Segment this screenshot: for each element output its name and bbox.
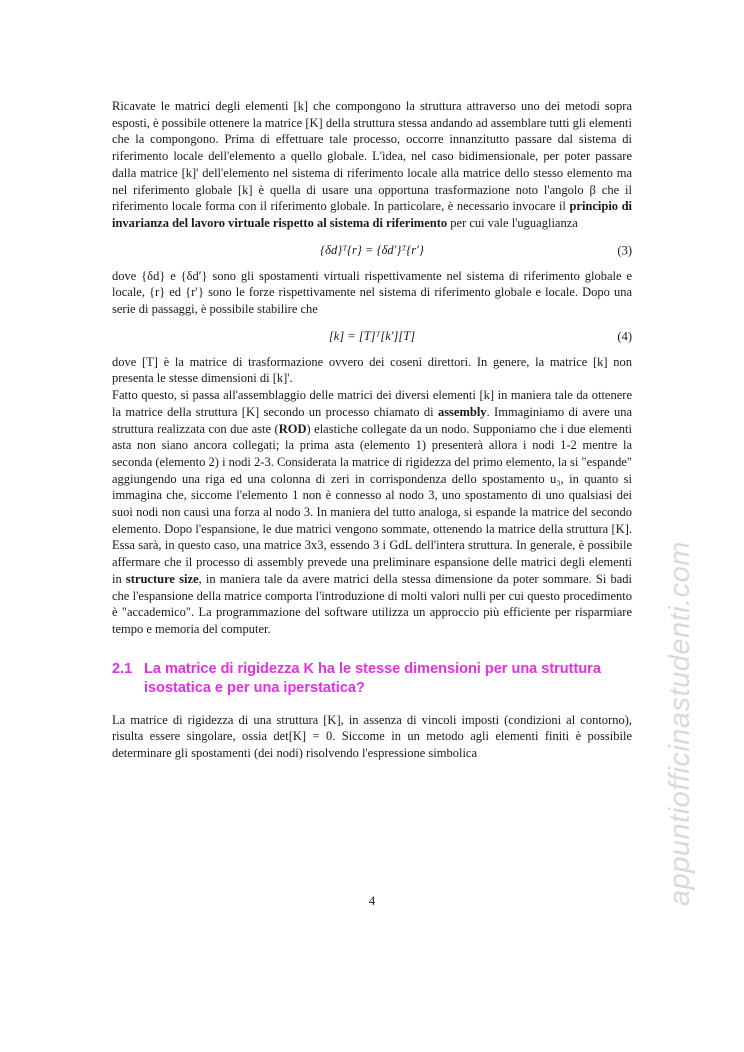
section-number: 2.1 [112,660,133,677]
assembly-text-b: . Immaginiamo di avere una struttura realizzata con due aste ( [112,404,632,436]
assembly-text-c: ) elastiche collegate da un nodo. Supponiamo che i due elementi asta non siano ancora collegati; la prima asta (elemento 1) presenterà allora i nodi 1-2 mentre la seconda (elemento 2) i nodi 2-3. Considerata la matrice di rigidezza del primo elemento, la si "espande" aggiungendo una riga ed una colonna di zeri in corrispondenza dello spostamento u₃, in quanto si immagina che, siccome l'elemento 1 non è connesso al nodo 3, uno spostamento di uno qualsiasi dei suoi nodi non causi una forza al nodo 3. In maniera del tutto analoga, si espande la matrice del secondo elemento. Dopo l'espansione, le due matrici vengono sommate, ottenendo la matrice della struttura [K]. Essa sarà, in questo caso, una matrice 3x3, essendo 3 i GdL dell'intera struttura. In generale, è possibile affermare che il processo di assembly prevede una preliminare espansione delle matrici degli elementi in [112,421,633,586]
rod-bold: ROD [278,421,307,436]
equation-4-number: (4) [617,329,632,344]
equation-4 [112,322,632,352]
equation-4-formula: [k] = [T]ᵀ[k′][T] [328,329,416,344]
paragraph-transformation: dove [T] è la matrice di trasformazione ovvero dei coseni direttori. In genere, la matrice [k] non presenta le stesse dimensioni di [k]'. [112,354,632,386]
assembly-bold: assembly [437,404,487,419]
paragraph-stiffness-matrix: La matrice di rigidezza di una struttura [K], in assenza di vincoli imposti (condizioni al contorno), risulta essere singolare, ossia det[K] = 0. Siccome in un metodo agli elementi finiti è possibile determinare gli spostamenti (dei nodi) risolvendo l'espressione simbolica [112,712,632,761]
section-title: La matrice di rigidezza K ha le stesse dimensioni per una struttura isostatica e per una iperstatica? [144,660,601,696]
structure-size-bold: structure size [125,571,199,586]
page-number: 4 [368,893,376,908]
section-heading [112,660,632,698]
paragraph-virtual-displacements: dove {δd} e {δd′} sono gli spostamenti virtuali rispettivamente nel sistema di riferimento globale e locale, {r} ed {r′} sono le forze rispettivamente nel sistema di riferimento globale e locale. Dopo una serie di passaggi, è possibile stabilire che [112,268,632,317]
paragraph-intro [112,98,632,232]
assembly-text-a: Fatto questo, si passa all'assemblaggio delle matrici dei diversi elementi [k] in maniera tale da ottenere la matrice della struttura [K] secondo un processo chiamato di [112,388,632,419]
page-body [112,98,632,762]
equation-3-number: (3) [617,243,632,258]
paragraph-intro-tail: per cui vale l'uguaglianza [450,215,578,230]
equation-3 [112,236,632,266]
watermark: appuntiofficinastudenti.com [664,541,696,906]
paragraph-intro-text: Ricavate le matrici degli elementi [k] che compongono la struttura attraverso uno dei metodi sopra esposti, è possibile ottenere la matrice [K] della struttura stessa andando ad assemblare tutti gli elementi che la compongono. Prima di effettuare tale processo, occorre innanzitutto passare dal sistema di riferimento locale dell'elemento a quello globale. L'idea, nel caso bidimensionale, per poter passare dalla matrice [k]' dell'elemento nel sistema di riferimento locale alla matrice dello stesso elemento ma nel riferimento globale [k] è quella di usare una opportuna trasformazione noto l'angolo β che il riferimento locale forma con il riferimento globale. In particolare, è necessario invocare il [112,99,632,214]
assembly-text-d: , in maniera tale da avere matrici della stessa dimensione da poter sommare. Si badi che l'espansione della matrice comporta l'introduzione di molti valori nulli per cui questo procedimento è "accademico". La programmazione del software utilizza un approccio più efficiente per risparmiare tempo e memoria del computer. [112,571,632,636]
equation-3-formula: {δd}ᵀ{r} = {δd′}ᵀ{r′} [320,243,424,258]
principle-bold-text: principio di invarianza del lavoro virtuale rispetto al sistema di riferimento [112,199,633,230]
paragraph-assembly [112,387,632,638]
